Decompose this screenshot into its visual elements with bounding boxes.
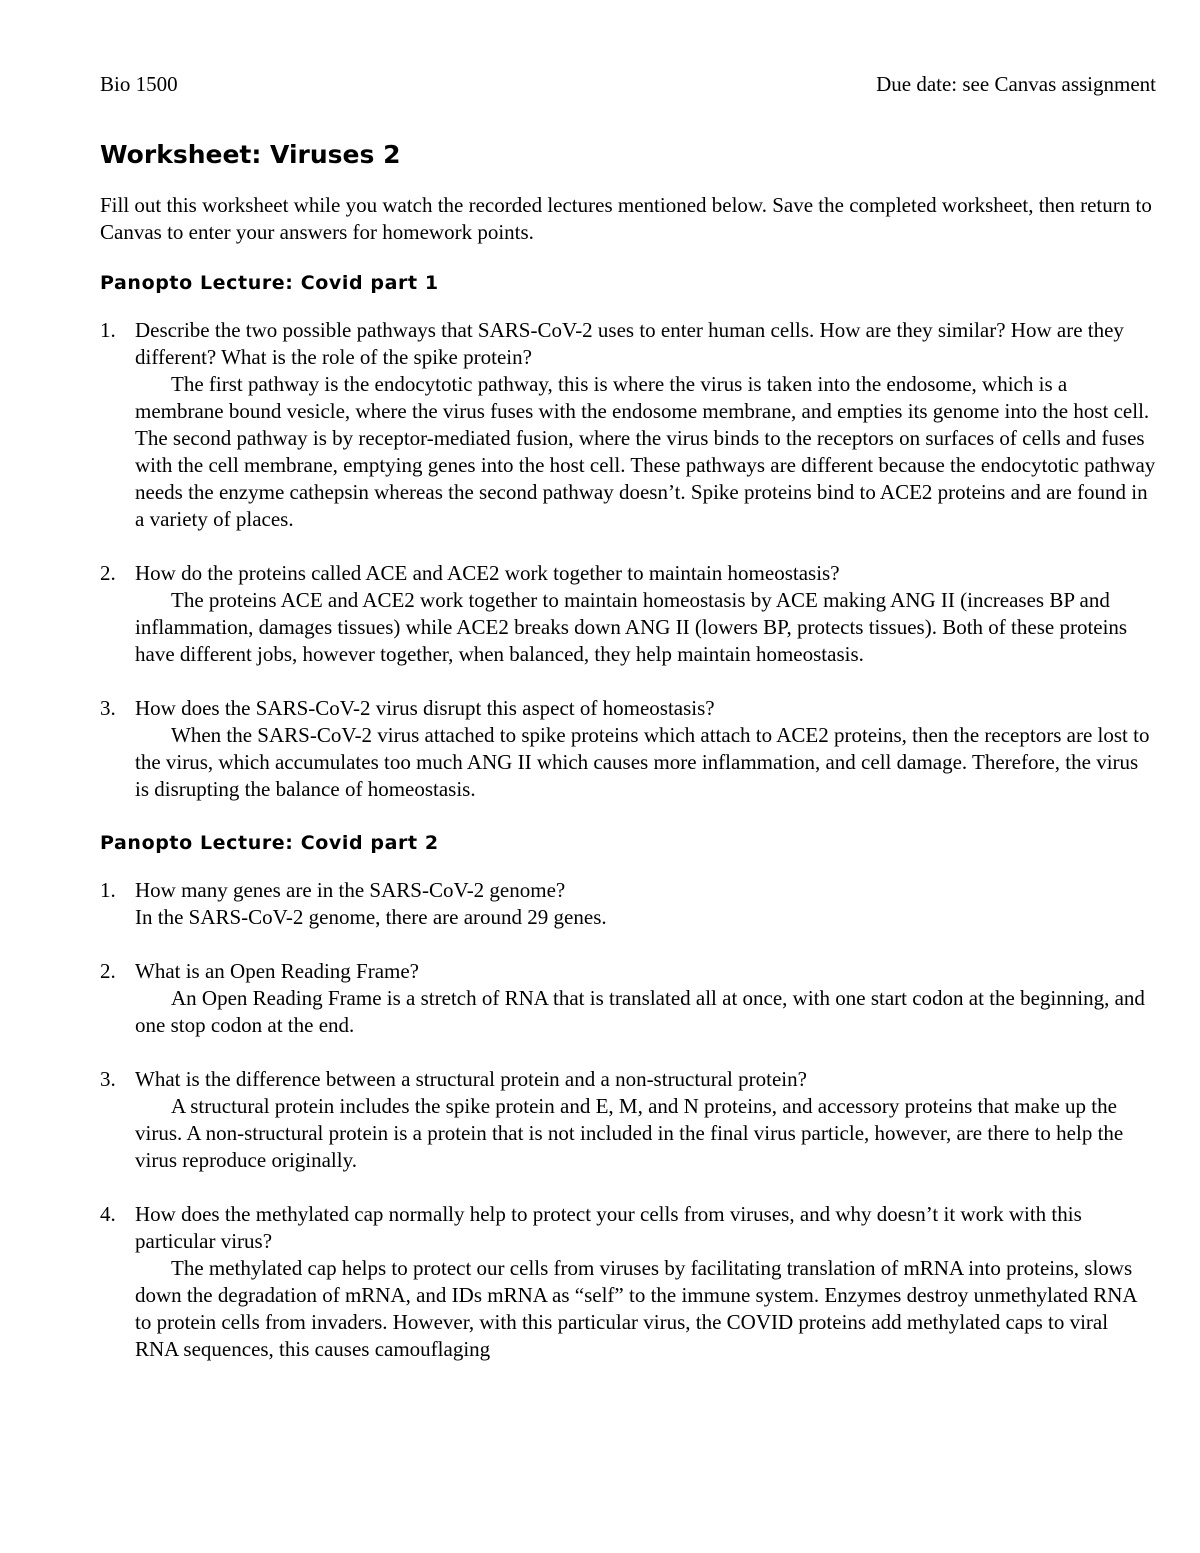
answer-text: The first pathway is the endocytotic pathway, this is where the virus is taken into the endosome, which is a membrane bound vesicle, where the virus fuses with the endosome membrane, and empties its genome into the host cell. The second pathway is by receptor-mediated fusion, where the virus binds to the receptors on surfaces of cells and fuses with the cell membrane, emptying genes into the host cell. These pathways are different because the endocytotic pathway needs the enzyme cathepsin whereas the second pathway doesn’t. Spike proteins bind to ACE2 proteins and are found in a variety of places. [135, 372, 1156, 531]
question-item [100, 958, 1156, 1039]
question-list [100, 877, 1156, 1363]
worksheet-title: Worksheet: Viruses 2 [100, 140, 401, 169]
question-item [100, 695, 1156, 803]
question-text: How many genes are in the SARS-CoV-2 genome? [135, 878, 566, 902]
question-text: How do the proteins called ACE and ACE2 work together to maintain homeostasis? [135, 561, 840, 585]
question-body [135, 695, 1156, 803]
answer-text: In the SARS-CoV-2 genome, there are around 29 genes. [135, 905, 607, 929]
section-covid-part-2 [100, 830, 1156, 1363]
question-body [135, 1066, 1156, 1174]
section-heading: Panopto Lecture: Covid part 1 [100, 272, 439, 294]
question-item [100, 877, 1156, 931]
question-body [135, 958, 1156, 1039]
page-header [100, 71, 1156, 102]
question-number: 2. [100, 561, 116, 585]
question-item [100, 317, 1156, 533]
question-number: 2. [100, 959, 116, 983]
section-heading: Panopto Lecture: Covid part 2 [100, 832, 439, 854]
question-text: Describe the two possible pathways that SARS-CoV-2 uses to enter human cells. How are they similar? How are they different? What is the role of the spike protein? [135, 318, 1124, 369]
question-number: 3. [100, 1067, 116, 1091]
course-label: Bio 1500 [100, 72, 178, 96]
question-number: 3. [100, 696, 116, 720]
question-list [100, 317, 1156, 803]
question-number: 1. [100, 318, 116, 342]
answer-text: An Open Reading Frame is a stretch of RNA that is translated all at once, with one start codon at the beginning, and one stop codon at the end. [135, 986, 1145, 1037]
intro-paragraph: Fill out this worksheet while you watch the recorded lectures mentioned below. Save the completed worksheet, then return to Canvas to enter your answers for homework points. [100, 193, 1152, 244]
answer-text: A structural protein includes the spike protein and E, M, and N proteins, and accessory proteins that make up the virus. A non-structural protein is a protein that is not included in the final virus particle, however, are there to help the virus reproduce originally. [135, 1094, 1124, 1172]
answer-text: When the SARS-CoV-2 virus attached to spike proteins which attach to ACE2 proteins, then the receptors are lost to the virus, which accumulates too much ANG II which causes more inflammation, and cell damage. Therefore, the virus is disrupting the balance of homeostasis. [135, 723, 1150, 801]
due-date-label: Due date: see Canvas assignment [876, 72, 1156, 96]
question-text: What is an Open Reading Frame? [135, 959, 419, 983]
question-number: 4. [100, 1202, 116, 1226]
question-item [100, 1066, 1156, 1174]
question-text: What is the difference between a structural protein and a non-structural protein? [135, 1067, 807, 1091]
question-item [100, 1201, 1156, 1363]
question-item [100, 560, 1156, 668]
question-text: How does the SARS-CoV-2 virus disrupt this aspect of homeostasis? [135, 696, 715, 720]
answer-text: The proteins ACE and ACE2 work together to maintain homeostasis by ACE making ANG II (increases BP and inflammation, damages tissues) while ACE2 breaks down ANG II (lowers BP, protects tissues). Both of these proteins have different jobs, however together, when balanced, they help maintain homeostasis. [135, 588, 1128, 666]
answer-text: The methylated cap helps to protect our cells from viruses by facilitating translation of mRNA into proteins, slows down the degradation of mRNA, and IDs mRNA as “self” to the immune system. Enzymes destroy unmethylated RNA to protein cells from invaders. However, with this particular virus, the COVID proteins add methylated caps to viral RNA sequences, this causes camouflaging [135, 1256, 1137, 1361]
question-text: How does the methylated cap normally help to protect your cells from viruses, and why doesn’t it work with this particular virus? [135, 1202, 1082, 1253]
question-body [135, 877, 1156, 931]
section-covid-part-1 [100, 270, 1156, 803]
question-body [135, 1201, 1156, 1363]
question-body [135, 560, 1156, 668]
question-body [135, 317, 1156, 533]
question-number: 1. [100, 878, 116, 902]
